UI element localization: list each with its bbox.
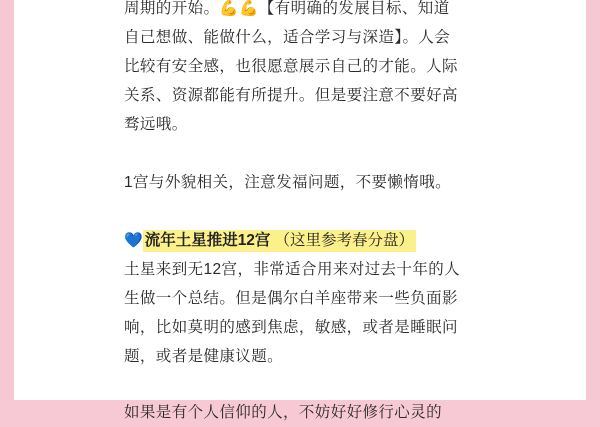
paragraph-1-line-2: 自己想做、能做什么，适合学习与深造】。人会: [124, 29, 451, 46]
paragraph-3-line-2: 生做一个总结。但是偶尔白羊座带来一些负面影: [124, 290, 458, 307]
spacer-1: [124, 139, 524, 168]
paragraph-4-line-1: 如果是有个人信仰的人，不妨好好修行心灵的: [124, 404, 443, 421]
blue-heart-icon: 💙: [124, 231, 143, 249]
spacer-3: [124, 371, 524, 398]
paragraph-1-line-4: 关系、资源都能有所提升。但是要注意不要好高: [124, 87, 458, 104]
paragraph-2: [124, 168, 524, 197]
paragraph-1-line-5: 骛远哦。: [124, 116, 188, 133]
paragraph-3-line-4: 题，或者是健康议题。: [124, 348, 284, 365]
paragraph-1-line-1: 周期的开始。💪💪【有明确的发展目标、知道: [124, 0, 450, 17]
content-card: [14, 0, 586, 421]
left-pink-edge: [0, 0, 14, 400]
paragraph-3-line-1: 土星来到无12宫，非常适合用来对过去十年的人: [124, 261, 461, 278]
text-body: [124, 0, 524, 427]
paragraph-3-line-3: 响，比如莫明的感到焦虑，敏感，或者是睡眠问: [124, 319, 458, 336]
paragraph-3: [124, 255, 524, 371]
section-heading: [124, 226, 524, 255]
section-heading-note: （这里参考春分盘）: [272, 230, 416, 252]
paragraph-1-line-3: 比较有安全感，也很愿意展示自己的才能。人际: [124, 58, 458, 75]
paragraph-2-line-1: 1宫与外貌相关，注意发福问题，不要懒惰哦。: [124, 174, 452, 191]
section-heading-main: 流年土星推进12宫: [143, 230, 273, 252]
paragraph-1: [124, 0, 524, 139]
paragraph-4: [124, 398, 524, 427]
right-pink-edge: [586, 0, 600, 400]
spacer-2: [124, 197, 524, 226]
